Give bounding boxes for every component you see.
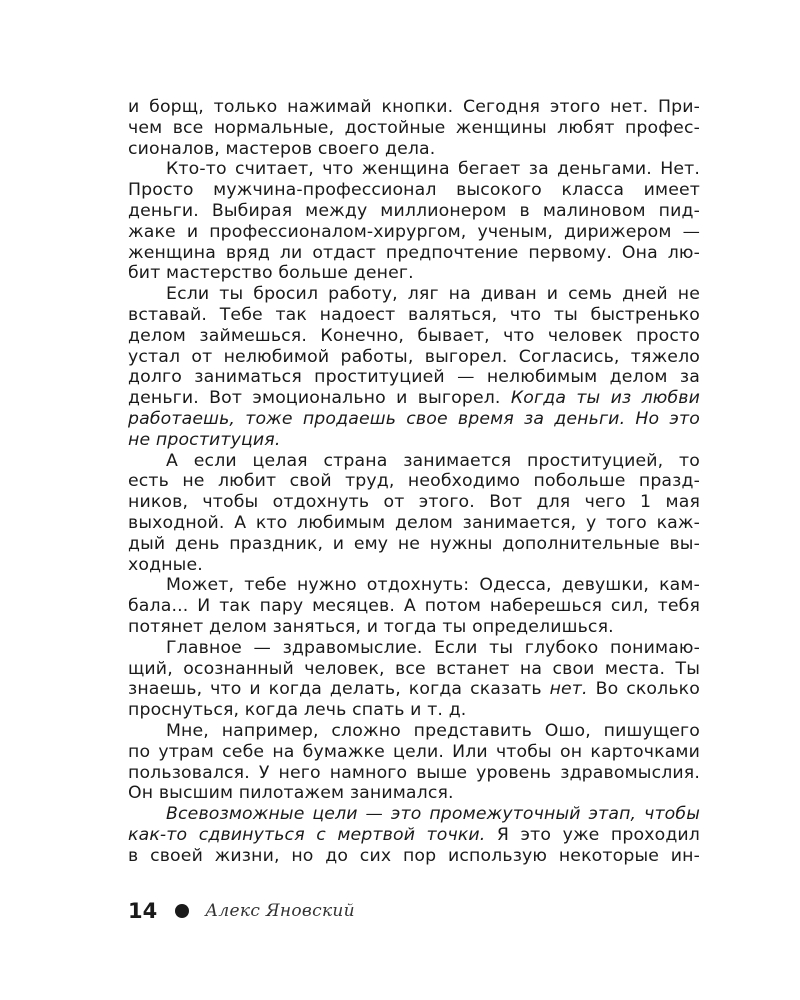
text-line <box>128 409 700 430</box>
text-line <box>128 139 700 160</box>
text-line <box>128 555 700 576</box>
text-line <box>128 638 700 659</box>
text-segment: в своей жизни, но до сих пор использую некоторые ин- <box>128 845 700 866</box>
text-line <box>128 804 700 825</box>
text-line <box>128 679 700 700</box>
text-line <box>128 471 700 492</box>
text-line <box>128 534 700 555</box>
text-line <box>128 326 700 347</box>
text-line <box>128 118 700 139</box>
text-segment: устал от нелюбимой работы, выгорел. Согласись, тяжело <box>128 346 700 367</box>
italic-text-segment: нет. <box>549 679 588 700</box>
text-segment: жаке и профессионалом-хирургом, ученым, дирижером — <box>128 221 700 242</box>
text-line <box>128 492 700 513</box>
italic-text-segment: Когда ты из любви <box>510 388 700 409</box>
text-line <box>128 222 700 243</box>
text-segment: сионалов, мастеров своего дела. <box>128 138 436 159</box>
text-segment: Кто-то считает, что женщина бегает за деньгами. Нет. <box>166 159 700 180</box>
text-line <box>128 783 700 804</box>
text-line <box>128 159 700 180</box>
text-line <box>128 700 700 721</box>
text-segment: и борщ, только нажимай кнопки. Сегодня этого нет. При- <box>128 97 700 117</box>
text-line <box>128 742 700 763</box>
italic-text-segment: не проституция. <box>128 429 281 450</box>
text-line <box>128 659 700 680</box>
text-line <box>128 575 700 596</box>
author-name: Алекс Яновский <box>205 901 355 921</box>
text-segment: ходные. <box>128 554 203 575</box>
text-segment: женщина вряд ли отдаст предпочтение первому. Она лю- <box>128 242 700 263</box>
text-line <box>128 201 700 222</box>
text-line <box>128 243 700 264</box>
text-line <box>128 617 700 638</box>
text-segment: ников, чтобы отдохнуть от этого. Вот для чего 1 мая <box>128 492 700 513</box>
text-line <box>128 305 700 326</box>
text-segment: деньги. Вот эмоционально и выгорел. <box>128 388 511 409</box>
text-segment: выходной. А кто любимым делом занимается, у того каж- <box>128 512 700 533</box>
page-footer <box>128 896 355 926</box>
text-segment: проснуться, когда лечь спать и т. д. <box>128 700 467 721</box>
text-line <box>128 596 700 617</box>
text-segment: долго заниматься проституцией — нелюбимым делом за <box>128 367 700 388</box>
text-segment: чем все нормальные, достойные женщины любят профес- <box>128 117 700 138</box>
page-number: 14 <box>128 899 158 923</box>
text-segment: потянет делом заняться, и тогда ты определишься. <box>128 616 614 637</box>
text-segment: есть не любит свой труд, необходимо побольше празд- <box>128 471 700 492</box>
text-segment: Может, тебе нужно отдохнуть: Одесса, девушки, кам- <box>166 575 700 596</box>
text-segment: знаешь, что и когда делать, когда сказать <box>128 679 550 700</box>
text-line <box>128 763 700 784</box>
text-segment: деньги. Выбирая между миллионером в малиновом пид- <box>128 200 700 221</box>
text-segment: пользовался. У него намного выше уровень здравомыслия. <box>128 762 700 783</box>
text-line <box>128 846 700 867</box>
text-segment: Просто мужчина-профессионал высокого класса имеет <box>128 180 700 201</box>
text-line <box>128 263 700 284</box>
text-segment: Главное — здравомыслие. Если ты глубоко понимаю- <box>166 637 700 658</box>
text-line <box>128 513 700 534</box>
text-segment: Если ты бросил работу, ляг на диван и семь дней не <box>166 284 700 305</box>
text-line <box>128 367 700 388</box>
italic-text-segment: Всевозможные цели — это промежуточный этап, чтобы <box>166 804 700 825</box>
text-segment: Во сколько <box>587 679 700 700</box>
text-line <box>128 451 700 472</box>
text-line <box>128 347 700 368</box>
text-segment: щий, осознанный человек, все встанет на свои места. Ты <box>128 658 700 679</box>
text-segment: вставай. Тебе так надоест валяться, что ты быстренько <box>128 304 700 325</box>
text-segment: А если целая страна занимается проституцией, то <box>166 450 700 471</box>
italic-text-segment: работаешь, тоже продаешь свое время за деньги. Но это <box>128 408 700 429</box>
text-segment: бит мастерство больше денег. <box>128 263 414 284</box>
text-line <box>128 430 700 451</box>
text-segment: по утрам себе на бумажке цели. Или чтобы он карточками <box>128 741 700 762</box>
text-segment: делом займешься. Конечно, бывает, что человек просто <box>128 325 700 346</box>
body-text <box>128 97 700 866</box>
italic-text-segment: как-то сдвинуться с мертвой точки. <box>128 824 486 845</box>
text-line <box>128 721 700 742</box>
text-line <box>128 388 700 409</box>
text-line <box>128 825 700 846</box>
text-line <box>128 180 700 201</box>
footer-bullet-icon <box>175 904 189 918</box>
text-segment: Я это уже проходил <box>485 824 700 845</box>
text-segment: бала... И так пару месяцев. А потом наберешься сил, тебя <box>128 596 700 617</box>
text-segment: Он высшим пилотажем занимался. <box>128 783 454 804</box>
text-line <box>128 97 700 118</box>
text-segment: Мне, например, сложно представить Ошо, пишущего <box>166 720 700 741</box>
text-line <box>128 284 700 305</box>
text-segment: дый день праздник, и ему не нужны дополнительные вы- <box>128 533 700 554</box>
